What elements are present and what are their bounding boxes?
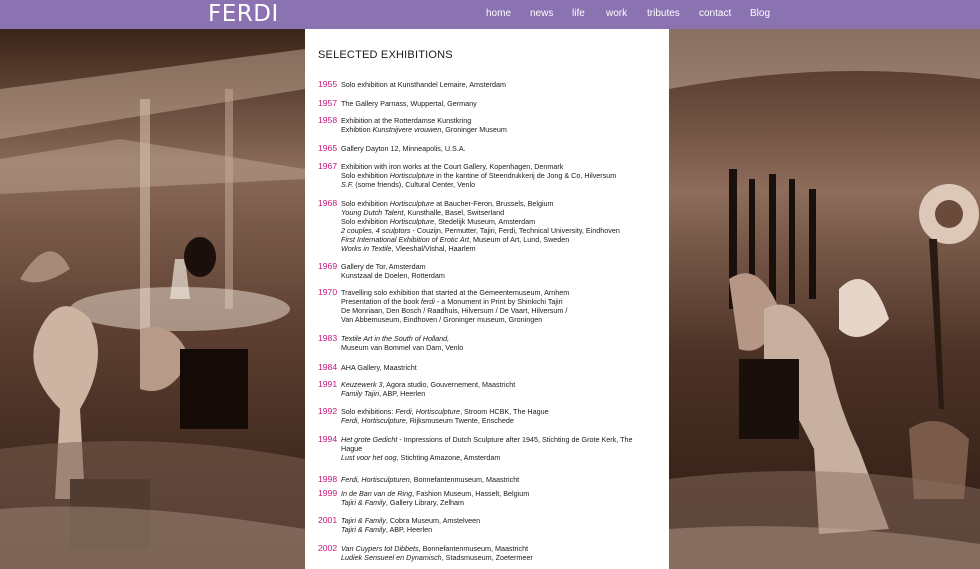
page-title: SELECTED EXHIBITIONS (318, 49, 453, 61)
exhibition-text: Presentation of the book (341, 297, 421, 306)
exhibition-title-text: ferdi (420, 297, 435, 306)
exhibition-details (341, 144, 667, 153)
exhibition-text: , Groninger Museum (441, 125, 507, 134)
exhibition-title-text: Hortisculpture (389, 199, 435, 208)
exhibition-text: , Gallery Library, Zelham (385, 498, 465, 507)
exhibition-photo-right (669, 29, 980, 569)
exhibition-details (341, 162, 667, 189)
exhibition-details (341, 262, 667, 280)
exhibition-line (341, 444, 667, 453)
exhibition-title-text: Young Dutch Talent (341, 208, 404, 217)
exhibition-text: The Gallery Parnass, Wuppertal, Germany (341, 99, 477, 108)
exhibition-line (341, 389, 667, 398)
exhibition-text: AHA Gallery, Maastricht (341, 363, 417, 372)
exhibition-line (341, 80, 667, 89)
exhibition-details (341, 334, 667, 352)
exhibition-title-text: Tajiri & Family (341, 516, 386, 525)
exhibition-text: Museum van Bommel van Dam, Venlo (341, 343, 464, 352)
exhibition-line (341, 343, 667, 352)
exhibition-text: , Kunsthalle, Basel, Switserland (403, 208, 505, 217)
nav-news[interactable]: news (530, 8, 554, 19)
exhibition-line (341, 180, 667, 189)
exhibition-details (341, 489, 667, 507)
exhibition-line (341, 334, 667, 343)
nav-life[interactable]: life (572, 8, 585, 19)
exhibition-line (341, 171, 667, 180)
exhibition-title-text: Het grote Gedicht (341, 435, 398, 444)
exhibition-text: , ABP, Heerlen (379, 389, 426, 398)
exhibition-title-text: Kunstnijvere vrouwen (372, 125, 442, 134)
exhibition-details (341, 80, 667, 89)
exhibition-title-text: Ferdi, Hortisculpture (395, 407, 461, 416)
exhibition-line (341, 498, 667, 507)
exhibition-year: 2002 (318, 543, 338, 553)
exhibition-text: - a Monument in Print by Shinkichi Tajiri (434, 297, 563, 306)
exhibition-line (341, 226, 667, 235)
exhibition-title-text: Keuzewerk 3 (341, 380, 383, 389)
exhibition-details (341, 407, 667, 425)
nav-blog[interactable]: Blog (750, 8, 771, 19)
exhibition-line (341, 162, 667, 171)
exhibition-details (341, 380, 667, 398)
exhibition-line (341, 99, 667, 108)
exhibition-title-text: Hortisculpture (389, 217, 435, 226)
exhibition-text: , Stadsmuseum, Zoetermeer (441, 553, 533, 562)
exhibition-title-text: S.F. (341, 180, 354, 189)
exhibition-title-text: Textile Art in the South of Holland, (341, 334, 450, 343)
exhibition-line (341, 380, 667, 389)
exhibition-text: Exhibtion (341, 125, 373, 134)
exhibition-title-text: Tajiri & Family (341, 498, 386, 507)
exhibition-line (341, 435, 667, 444)
exhibition-text: Solo exhibition (341, 171, 390, 180)
exhibition-details (341, 544, 667, 562)
exhibitions-panel (305, 29, 669, 569)
exhibition-text: Gallery de Tor, Amsterdam (341, 262, 426, 271)
exhibition-text: Travelling solo exhibition that started at the Gemeentemuseum, Arnhem (341, 288, 570, 297)
exhibition-line (341, 144, 667, 153)
exhibition-text: , Bonnefantenmuseum, Maastricht (409, 475, 520, 484)
exhibition-text: , Stichting Amazone, Amsterdam (396, 453, 501, 462)
exhibition-title-text: Tajiri & Family (341, 525, 386, 534)
exhibition-text: - Couzijn, Permutter, Tajiri, Ferdi, Technical University, Eindhoven (410, 226, 620, 235)
exhibition-year: 1967 (318, 161, 338, 171)
exhibition-title-text: Hortisculpture (389, 171, 435, 180)
exhibition-text: , Bonnefantenmuseum, Maastricht (418, 544, 529, 553)
exhibition-text: Gallery Dayton 12, Minneapolis, U.S.A. (341, 144, 466, 153)
exhibition-line (341, 262, 667, 271)
exhibition-line (341, 244, 667, 253)
exhibition-year: 1955 (318, 79, 338, 89)
exhibition-text: De Monriaan, Den Bosch / Raadhuis, Hilversum / De Vaart, Hilversum / (341, 306, 568, 315)
exhibition-text: Solo exhibition at Kunsthandel Lemaire, Amsterdam (341, 80, 507, 89)
exhibition-line (341, 489, 667, 498)
nav-tributes[interactable]: tributes (647, 8, 680, 19)
exhibition-line (341, 525, 667, 534)
exhibition-line (341, 116, 667, 125)
exhibition-year: 1984 (318, 362, 338, 372)
exhibition-title-text: Lust voor het oog (341, 453, 397, 462)
exhibition-line (341, 544, 667, 553)
exhibition-line (341, 315, 667, 324)
exhibition-title-text: Family Tajiri (341, 389, 380, 398)
exhibition-text: , Fashion Museum, Hasselt, Belgium (412, 489, 530, 498)
exhibition-text: , Stedelijk Museum, Amsterdam (434, 217, 536, 226)
exhibition-year: 1992 (318, 406, 338, 416)
exhibition-text: , Cobra Museum, Amstelveen (385, 516, 481, 525)
exhibition-text: Van Abbemuseum, Eindhoven / Groninger museum, Groningen (341, 315, 543, 324)
exhibition-line (341, 516, 667, 525)
main-nav (0, 8, 980, 22)
exhibition-line (341, 125, 667, 134)
exhibition-title-text: In de Ban van de Ring (341, 489, 413, 498)
exhibition-details (341, 363, 667, 372)
exhibition-details (341, 199, 667, 253)
exhibition-text: Kunstzaal de Doelen, Rotterdam (341, 271, 445, 280)
exhibition-line (341, 271, 667, 280)
exhibition-title-text: Van Cuypers tot Dibbets (341, 544, 419, 553)
exhibition-year: 1968 (318, 198, 338, 208)
exhibition-details (341, 516, 667, 534)
exhibition-line (341, 453, 667, 462)
exhibition-photo-left (0, 29, 305, 569)
exhibition-details (341, 116, 667, 134)
exhibition-line (341, 297, 667, 306)
exhibition-line (341, 288, 667, 297)
exhibition-text: Exhibition with iron works at the Court Gallery, Kopenhagen, Denmark (341, 162, 564, 171)
nav-work[interactable]: work (606, 8, 628, 19)
exhibition-title-text: 2 couples, 4 sculptors (341, 226, 411, 235)
exhibition-details (341, 288, 667, 324)
exhibition-line (341, 208, 667, 217)
nav-contact[interactable]: contact (699, 8, 732, 19)
exhibition-line (341, 553, 667, 562)
exhibition-year: 2001 (318, 515, 338, 525)
exhibition-year: 1999 (318, 488, 338, 498)
exhibition-title-text: Ludiek Sensueel en Dynamisch (341, 553, 442, 562)
exhibition-line (341, 363, 667, 372)
exhibition-year: 1958 (318, 115, 338, 125)
exhibition-line (341, 407, 667, 416)
exhibition-title-text: First International Exhibition of Erotic Art (341, 235, 469, 244)
exhibition-text: at Baucher-Feron, Brussels, Belgium (434, 199, 554, 208)
exhibition-text: , Vleeshal/Vishal, Haarlem (391, 244, 476, 253)
exhibition-text: Solo exhibition (341, 199, 390, 208)
exhibition-line (341, 235, 667, 244)
exhibition-details (341, 475, 667, 484)
exhibition-year: 1994 (318, 434, 338, 444)
exhibition-line (341, 416, 667, 425)
exhibition-text: , Agora studio, Gouvernement, Maastricht (382, 380, 516, 389)
site-logo[interactable]: FERDI (208, 1, 279, 27)
exhibition-title-text: Works in Textile (341, 244, 392, 253)
exhibition-year: 1983 (318, 333, 338, 343)
exhibition-title-text: Ferdi, Hortisculpture (341, 416, 406, 425)
exhibition-text: in the kantine of Steendrukkerij de Jong & Co, Hilversum (434, 171, 617, 180)
exhibition-text: Solo exhibitions: (341, 407, 396, 416)
exhibition-title-text: Ferdi, Hortisculpturen (341, 475, 410, 484)
exhibition-line (341, 306, 667, 315)
exhibition-year: 1991 (318, 379, 338, 389)
nav-home[interactable]: home (486, 8, 512, 19)
exhibition-text: Hague (341, 444, 363, 453)
exhibition-text: , Stroom HCBK, The Hague (460, 407, 549, 416)
exhibition-details (341, 99, 667, 108)
exhibition-text: , Rijksmuseum Twente, Enschede (405, 416, 514, 425)
exhibition-text: Solo exhibition (341, 217, 390, 226)
exhibition-year: 1969 (318, 261, 338, 271)
exhibition-line (341, 199, 667, 208)
exhibition-line (341, 217, 667, 226)
site-header (0, 0, 980, 29)
exhibition-line (341, 475, 667, 484)
exhibition-text: - Impressions of Dutch Sculpture after 1945, Stichting de Grote Kerk, The (397, 435, 633, 444)
exhibition-text: , Museum of Art, Lund, Sweden (468, 235, 570, 244)
exhibition-year: 1998 (318, 474, 338, 484)
exhibition-text: Exhibition at the Rotterdamse Kunstkring (341, 116, 472, 125)
exhibition-text: , ABP, Heerlen (385, 525, 433, 534)
exhibition-text: (some friends), Cultural Center, Venlo (353, 180, 476, 189)
exhibition-year: 1970 (318, 287, 338, 297)
exhibition-details (341, 435, 667, 462)
exhibition-year: 1957 (318, 98, 338, 108)
exhibition-year: 1965 (318, 143, 338, 153)
